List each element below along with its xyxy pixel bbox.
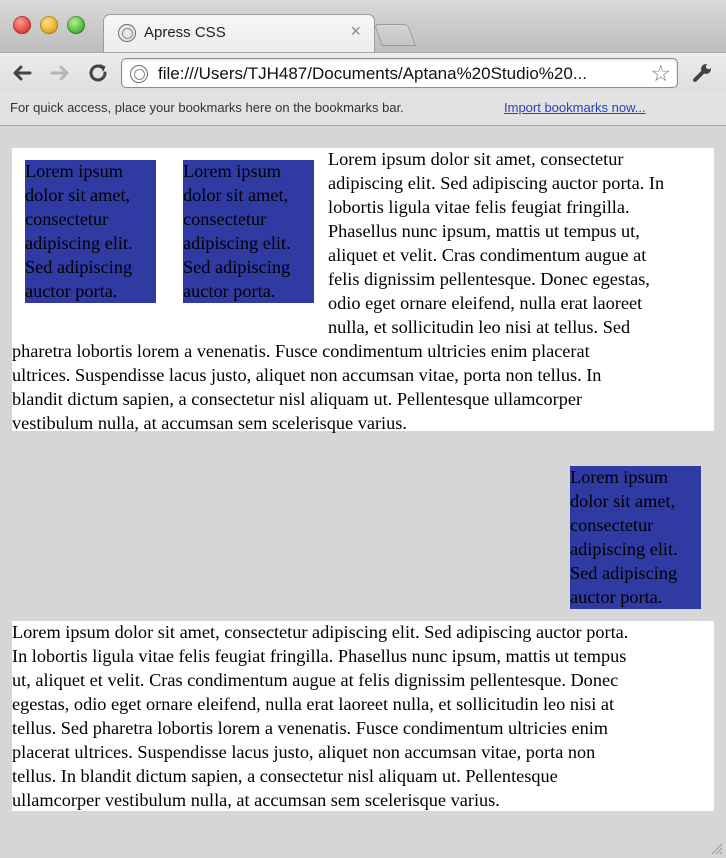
paragraph-line: felis dignissim pellentesque. Donec egestas,	[328, 269, 650, 289]
box-line: adipiscing elit.	[183, 232, 291, 253]
import-bookmarks-link[interactable]: Import bookmarks now...	[504, 100, 646, 115]
wrench-icon	[688, 59, 716, 87]
tab-title: Apress CSS	[144, 24, 226, 41]
toolbar	[0, 52, 726, 92]
float-section-1	[12, 148, 714, 431]
paragraph-line: Lorem ipsum dolor sit amet, consectetur adipiscing elit. Sed adipiscing auctor porta.	[12, 622, 629, 642]
page-content	[0, 127, 726, 858]
arrow-left-icon	[8, 59, 36, 87]
box-line: dolor sit amet,	[25, 184, 131, 205]
paragraph-line: In lobortis ligula vitae felis feugiat fringilla. Phasellus nunc ipsum, mattis ut tempus	[12, 646, 627, 666]
paragraph-line: aliquet et velit. Cras condimentum augue at	[328, 245, 647, 265]
box-line: consectetur	[183, 208, 267, 229]
box-line: Sed adipiscing	[25, 256, 133, 277]
paragraph-line: nulla, et sollicitudin leo nisi at tellus. Sed	[328, 317, 631, 337]
box-line: Lorem ipsum	[570, 467, 668, 487]
zoom-window-button[interactable]	[67, 16, 85, 34]
box-line: Sed adipiscing	[570, 562, 678, 583]
paragraph-line: adipiscing elit. Sed adipiscing auctor porta. In	[328, 173, 665, 193]
float-box-right	[570, 466, 701, 609]
box-line: consectetur	[25, 208, 109, 229]
paragraph-line: lobortis ligula vitae felis feugiat fringilla.	[328, 197, 630, 217]
box-line: Sed adipiscing	[183, 256, 291, 277]
box-line: dolor sit amet,	[570, 490, 676, 511]
box-line: Lorem ipsum	[25, 161, 123, 181]
page-info-icon	[130, 65, 148, 83]
float-section-2	[12, 621, 714, 811]
box-line: auctor porta.	[183, 280, 276, 301]
box-line: adipiscing elit.	[570, 538, 678, 559]
forward-button[interactable]	[46, 59, 74, 87]
globe-icon	[118, 24, 136, 42]
box-line: auctor porta.	[25, 280, 118, 301]
float-box-left-1	[25, 160, 156, 303]
paragraph-line: tellus. In blandit dictum sapien, a consectetur nisl aliquam ut. Pellentesque	[12, 766, 558, 786]
reload-button[interactable]	[84, 59, 112, 87]
tab-apress-css[interactable]	[103, 14, 375, 52]
paragraph-line: Phasellus nunc ipsum, mattis ut tempus ut,	[328, 221, 640, 241]
minimize-window-button[interactable]	[40, 16, 58, 34]
box-line: auctor porta.	[570, 586, 663, 607]
box-line: dolor sit amet,	[183, 184, 289, 205]
box-line: adipiscing elit.	[25, 232, 133, 253]
title-bar	[0, 0, 726, 52]
paragraph-line: Lorem ipsum dolor sit amet, consectetur	[328, 149, 624, 169]
back-button[interactable]	[8, 59, 36, 87]
paragraph-line: odio eget ornare eleifend, nulla erat laoreet	[328, 293, 643, 313]
new-tab-button[interactable]	[374, 24, 416, 46]
address-bar[interactable]	[121, 58, 678, 88]
resize-grip-icon[interactable]	[709, 841, 723, 855]
paragraph-line: ullamcorper vestibulum nulla, at accumsan sem scelerisque varius.	[12, 790, 500, 810]
url-text[interactable]: file:///Users/TJH487/Documents/Aptana%20Studio%20...	[158, 64, 587, 83]
paragraph-line: placerat ultrices. Suspendisse lacus justo, aliquet non accumsan vitae, porta non	[12, 742, 596, 762]
paragraph-line: ultrices. Suspendisse lacus justo, aliquet non accumsan vitae, porta non tellus. In	[12, 365, 602, 385]
box-line: consectetur	[570, 514, 654, 535]
paragraph-line: blandit dictum sapien, a consectetur nisl aliquam ut. Pellentesque ullamcorper	[12, 389, 583, 409]
arrow-right-icon	[46, 59, 74, 87]
bookmarks-bar	[0, 92, 726, 126]
tab-close-icon[interactable]: ×	[350, 21, 361, 41]
close-window-button[interactable]	[13, 16, 31, 34]
paragraph-line: ut, aliquet et velit. Cras condimentum augue at felis dignissim pellentesque. Donec	[12, 670, 619, 690]
bookmarks-hint: For quick access, place your bookmarks here on the bookmarks bar.	[10, 100, 404, 115]
paragraph-line: tellus. Sed pharetra lobortis lorem a venenatis. Fusce condimentum ultricies enim	[12, 718, 609, 738]
paragraph-line: pharetra lobortis lorem a venenatis. Fusce condimentum ultricies enim placerat	[12, 341, 590, 361]
reload-icon	[84, 59, 112, 87]
paragraph-line: egestas, odio eget ornare eleifend, nulla erat laoreet nulla, et sollicitudin leo nisi at	[12, 694, 615, 714]
float-box-left-2	[183, 160, 314, 303]
bookmark-star-icon[interactable]: ☆	[650, 60, 671, 86]
wrench-menu-button[interactable]	[688, 59, 716, 87]
box-line: Lorem ipsum	[183, 161, 281, 181]
paragraph-line: vestibulum nulla, at accumsan sem scelerisque varius.	[12, 413, 407, 433]
